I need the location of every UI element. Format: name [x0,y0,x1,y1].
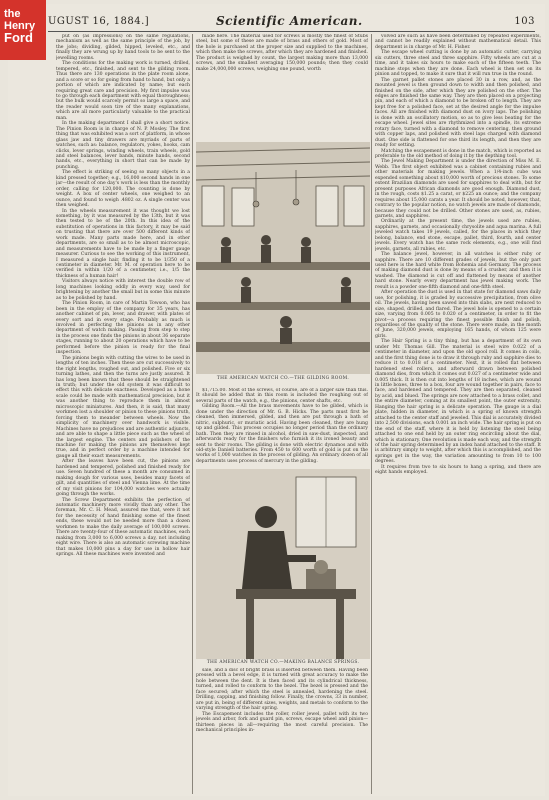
article-paragraph: In the making department I shall give a short notice. The Pinion Room is in charge of N. P. Mosley. The first thing that was exhibited was a sort of platform, in whose glass jaw and tiny drawers are myriads of parts of watches, such as: balance, regulators, yokes, hooks, cam clicks, lever springs, winding wheels, train wheels, gold and steel balances, lever bands, minute hands, second hands, etc., everything in short that can be made by punching. [56,121,190,170]
article-column-1 [56,34,190,794]
balance-spring-illustration [196,469,370,659]
column-divider [371,34,372,794]
henry-ford-logo [0,0,46,60]
gilding-room-illustration [196,142,370,374]
article-paragraph: put on (as impressions) on the same regulations, mechanism as well as the same principle of the job, by the jobs; dividing, gilded, hipped, leveled, etc., and finally they are wrung up by hand tools to be sent to the jewelling rooms. [56,34,190,61]
issue-date: UGUST 16, 1884.] [48,16,150,27]
article-paragraph: The balance jewel, however, in all watches is either ruby or sapphire. There are 10 different grades of jewels, but the only part used here is the hard white from Bohemia and Germany. The process of making diamond dust is done by means of a crusher, and then it is washed. The diamond is cut off and flattened by means of another hard stone. Nearly every department has jewel making work. The result is a powder one-fifth diamond and one-fifth steel. [375,252,541,290]
article-column-3 [375,34,541,794]
figure-caption-gilding: THE AMERICAN WATCH CO.—THE GILDING ROOM. [216,376,350,381]
article-paragraph: Gilding Room.—All the brass movements have to be gilded, which is done under the direction of Mr. G. B. Hicks. The parts must first be cleaned, then immersed, gilded, and then are put through a bath of nitric, sulphuric, or muriatic acid. Having been cleaned, they are hung up and gilded. This process occupies no longer period than the ordinary bath. Then they are rinsed in alcohol, dried in saw-dust, inspected, and afterwards ready for the finishers who furnish it its ironed beauty and sent to their rooms. The gilding is done with electric dynamos and with old-style Daniell batteries. From 450 to 600 worth of gold is put on the works of 1,000 watches in the process of gilding. An ordinary dozen of all departments uses process of mercury in the gilding. [196,404,368,464]
article-paragraph: $1,715.00. Most of the screws, of course, are of a larger size than this. It should be added that in this room is included the roughing out of several parts of the watch, e.g., the pinions, center shafts, etc. [196,388,368,404]
article-paragraph: The Pinion Room, in care of Martin Towson, who has been in the employ of the company for 35 years, has another cabinet of pin, lever, and drawer, with plates of every sort and in every stage. Probably as much is involved in perfecting the pinions as in any other department of watch making. Passing from step to step in the process one finds the pinions in about 36 separate stages, running to about 20 operations which have to be performed before the pinion is ready for the final inspection. [56,301,190,356]
article-paragraph: sale, and a disc of bright brass is inserted between them. Having been pressed with a bevel edge, it is turned with great accuracy to make the hole between the dent. It is then faced and its cylindrical thickness, turned, and rolled to conform to the bezel. The bezel is pressed and the face secured; after which the steel is annealed, hardening the steel. Drilling, capping, and finishing follow. Finally, the crowns, 33 in number, are put in, being of different sizes, weights, and metals to conform to the varying strength of the hair spring. [196,668,368,712]
newspaper-page [4,4,545,796]
article-paragraph: After the leaves have been cut, the pinions are hardened and tempered, polished and finished ready for use. Seven hundred of these a month are consumed in making dough for various uses, besides many facets of gilt, and quantities of steel and Vienna lime. At the time of my visit pinions for 104,000 watches were actually going through the works. [56,459,190,498]
page-number: 103 [514,16,535,27]
article-paragraph: Matching the escapement is done in the match, which is reported as preferable to the old method of doing it by the depthing tool. [375,148,541,159]
article-paragraph: made here. The material used for screws is mostly the finest of Stubs steel, but some of these are made of brass and others of gold. Most of the hole is purchased at the proper size and supplied to the machines, which then make the screws, after which they are hardened and finished. The product is weighed by count, the largest making more than 13,000 screws, and the smallest averaging 150,000 pounds; then they could make 24,000,000 screws, weighing one pound, worth [196,34,368,72]
article-paragraph: The effect is striking of seeing so many objects in a kind pressed together; e.g., 16,000 second hands in one jar—the result of one day's work is less than the monthly order, calling for 120,000. The counting is done by weight. A box of center wheels, one weighed to an ounce, and found to weigh .4802 oz. A single center was then weighed. [56,170,190,209]
article-paragraph: Ordinarily at the present time, the jewels used are rubies, sapphires, garnets, and occasionally chrysolite and aqua marina. A full jeweled watch takes 19 jewels, called, for the places in which they belong, balance, end stone, escape, pallet, third, fourth, and center jewels. Every watch has the same rock elements, e.g., one will find jewels, garnets, all rubies, etc. [375,219,541,252]
article-paragraph: It requires from two to six hours to hang a spring, and there are eight hands employed. [375,464,541,476]
article-paragraph: The Screw Department exhibits the perfection of automatic machinery more vividly than any other. The foreman, Mr. C. H. Mead, assured me that, were it not for the necessity of hand finishing some of the finest ends, these would not be needed more than a dozen workmen to make the daily average of 100,000 screws. There are twenty-four of these automatic machines, each making from 3,000 to 6,000 screws a day, not including eight wire. There is also an automatic screwing machine that makes 10,000 pins a day for use in hollow hair springs. All these machines were invented and [56,497,190,558]
article-paragraph: The Hair Spring is a tiny thing, but has a department of its own under Mr. Thomas Gill. The material is steel wire 0.022 of a centimeter in diameter, and upon the old spool roll. It comes in coils, and the first thing done is to draw it through ruby and sapphire dies to reduce it to 0.018 of a centimeter. Next, it is rolled flat between hardened steel rollers, and afterward drawn between polished diamond dies, from which it comes out 0.027 of a centimeter wide and 0.005 thick. It is then cut into lengths of 18 inches, which are wound in little boxes, three to a box, four are wound together in pairs, face to face, and hardened and tempered. They are then separated, cleaned by acid, and blued. The springs are now attached to a brass collet, and the entire diameter, coming at its smallest point, the outer extremity. Hanging the hair spring is a delicate operation. The gauge is a dial plate, hidden in diameter, in which is a spring of known strength attached to the center staff and jeweled. This dial is accurately divided into 2,500 divisions, each 0.001 an inch wide. The hair spring is put on the end of the staff, where it is held by listening the steel being attached to one end held by an outer ring encircling about the dial, which is stationary. One revolution is made each way, and the strength of the hair spring determined by an index hand attached to the staff. It is arbitrary simply to weight, after which this is accomplished, and the springs get in the way, the variation amounting to from 10 to 100 degrees. [375,339,541,465]
article-column-2-middle [196,388,368,468]
logo-line-1: the [4,8,21,20]
article-paragraph: After operation the dust is used in that state for diamond saws daily use, for polishing, it is graded by successive precipitation, from olive oil. The jewels, having been sawed into thin slabs, are next reduced to size, shaped, drilled, and flared. The jewel hole is opened to a certain size, varying from 0.005 to 0.020 of a centimeter, in order to fit the pivot—a process requiring the finest possible finish and polish, regardless of the quality of the stone. There were made, in the month of June, 320,000 jewels, employing 165 hands, of whom 125 were girls. [375,290,541,339]
logo-line-3: Ford [4,30,33,45]
figure-caption-balance-springs: THE AMERICAN WATCH CO.—MAKING BALANCE SPRINGS. [206,660,360,665]
article-paragraph: The pinions begin with cutting the wires to be used in lengths of ten inches. Then these are cut successively to the right lengths, roughed out, and polished. Five or six turning lathes, and then the turns are justly assured. It has long been known that these should be straightened in truth; but under the old system it was difficult to effect this with delicate exactness. Developed as a hone scale could be made with mathematical precision, but it was another thing to reproduce them in almost microscopic miniatures. And then, it is said, that many workmen lost a shoulder or pinion to these pinions truth, forcing them to meander between wheels. Now the simplicity of machinery over handwork is visible. Machines have no prejudices and are authentic adjuncts, and are able to shape a little piece such as the wheel of the largest engine. The centers and polishers of the machine for making the pinions are themselves kept true, and in perfect order by a machine intended for gauge all their exact measurements. [56,355,190,459]
article-paragraph: Visitors always notice with interest the double row of long machines looking oddly in every way, used for brightening by another the small but in some this minute as to be polished by hand. [56,279,190,301]
article-column-2-top [196,34,368,141]
article-paragraph: volved are such as have been determined by repeated experiments, and cannot be readily explained without mathematical detail. This department is in charge of Mr. H. Fisher. [375,34,541,50]
article-paragraph: The conditions for the making work is turned, drilled, tempered, etc., finished, and sent to the gilding room. Thus there are 130 operations in the plate room alone, and a score or so for going from hand to hand, but only a portion of which are indicated by name; but each requiring great care and precision. My first impulse was to go through each department with equal thoroughness; but the bulk would scarcely permit so large a space, and the reader would soon tire of the many explanations, which are all more particularly valuable to the practical man. [56,61,190,121]
article-paragraph: In the wheels measurement it was thought we lost something, by it was measured by the 13th, but it was then tested to be of the 20th. In this idea of the substitution of operations in this factory, it may be said on trusting that there are over 500 different kinds of work made. Many parts made here, and in other departments, are so small as to be almost microscopic, and measurements have to be made by a finger gauge measurer. Curious to see the working of this instrument, I measured a single hair, finding it to be 1/350 of a centimeter in diameter. Mr. M. of operation here to be verified in within 1/20 of a centimeter, i.e., 1/5 the thickness of a human hair! [56,208,190,279]
article-paragraph: The Jewel Making Department is under the direction of Miss M. E. Webb. The first object exhibited was a cabinet containing rubies and other materials for making jewels. When a 1/4-inch cube was expended something about $10,000 worth of precious stones. To some extent Brazilian diamonds are used for sapphires to deal with, but for present purposes African diamonds are good enough. Diamond dust, in the rough, costs $1.25 a carat, or $225 an ounce; and the company requires about 15,000 carats a year. It should be noted, however, that, contrary to the popular notion, no watch jewels are made of diamonds, because they could not be drilled. Other stones are used, as, rubies, garnets, and sapphires. [375,159,541,219]
page-header [48,14,535,30]
article-paragraph: The Escapement includes the roller, roller jewel, pallet with its two jewels and arbor, fork and guard pin, screws, escape wheel and pinion—thirteen pieces in all—requiring the most careful precision. The mechanical principles in- [196,711,368,733]
article-paragraph: The escape wheel cutting is done by an automatic cutter, carrying six cutters, three steel and three sapphire. Fifty wheels are cut at a time, and it takes six hours to make each of the fifteen teeth. The machine stops when they are done. Each wheel is then set on its pinion and topped, to make it sure that it will run true in the round. [375,50,541,78]
header-rule [48,31,535,32]
article-column-2-bottom [196,668,368,794]
logo-line-2: Henry [4,20,36,32]
publication-title: Scientific American. [216,14,363,28]
column-divider [192,34,193,794]
article-paragraph: The garnet pallet stones are placed 30 in a row, and, as the mounted jewel is then ground down to width and then polished, and finished on the side, after which they are polished on the other. The edges are finished the same way. They are then placed on a projecting pin, and each of which a diamond to be broken off to length. They are kept free for a polished face, set at the desired angle for the impulse faces. All are finished with diamond dust on ivory laps. The polishing is done with an oscillatory motion, so as to give less beating for the escape wheel. Jewel sites are rhythmized into a spindle, its extreme rotary face, turned with a diamond to remove centering, then ground with copper laps, and polished with steel laps charged with diamond dust. One side is flattened for one third its length, and then they are ready for setting. [375,77,541,149]
